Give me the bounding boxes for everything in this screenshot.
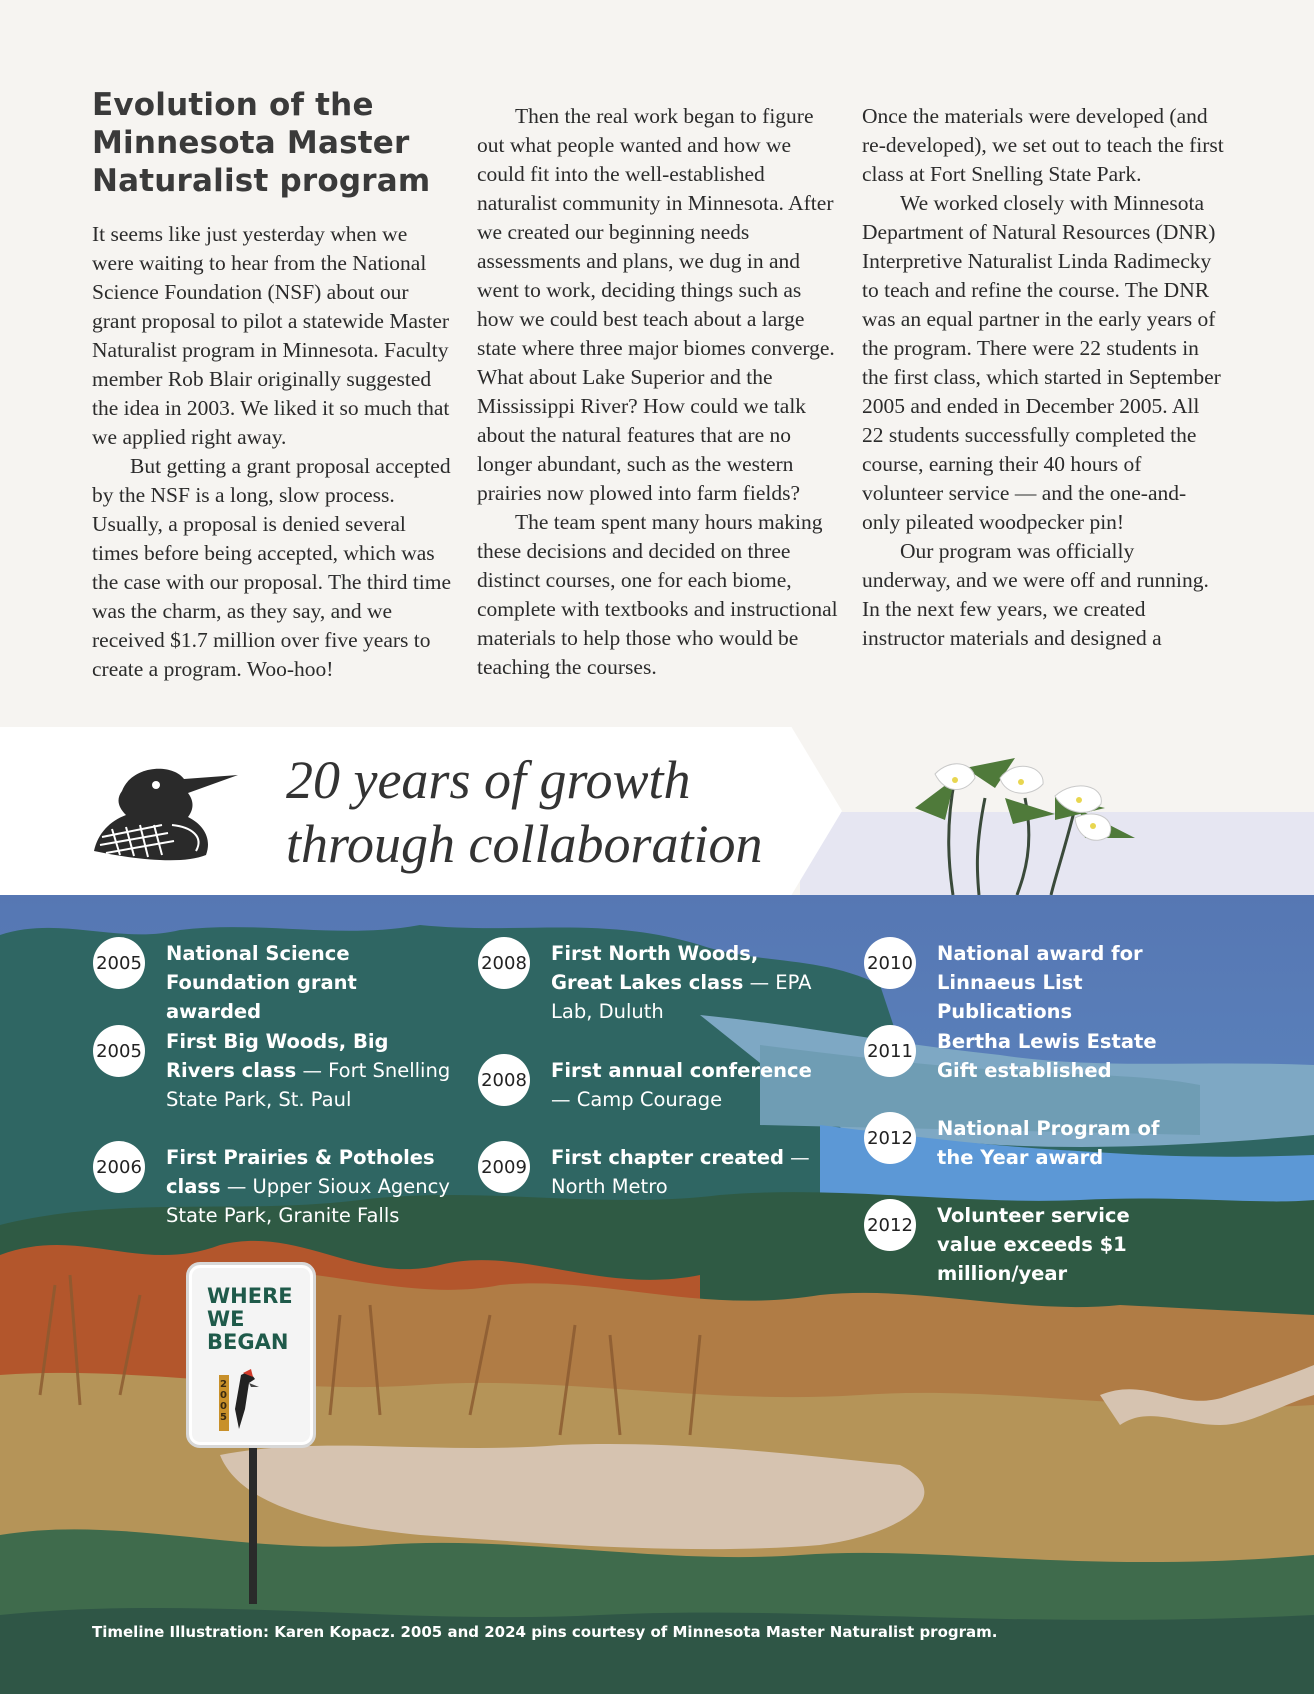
- timeline-item: [864, 1114, 1184, 1172]
- paragraph: Our program was officially underway, and we were off and running. In the next few years, we created instructor materials and designed a: [862, 539, 1209, 650]
- year-badge: 2008: [478, 937, 530, 989]
- timeline-item: [93, 1027, 453, 1114]
- timeline-detail: — EPA Lab, Duluth: [551, 971, 812, 1023]
- illustration-caption: Timeline Illustration: Karen Kopacz. 2005 and 2024 pins courtesy of Minnesota Master Naturalist program.: [92, 1623, 998, 1641]
- paragraph: The team spent many hours making these decisions and decided on three distinct courses, one for each biome, complete with textbooks and instructional materials to help those who would be teaching the courses.: [477, 510, 838, 679]
- timeline-text: [551, 1056, 818, 1114]
- article-column-1: [92, 82, 454, 684]
- woodpecker-pin-icon: [215, 1369, 275, 1435]
- timeline-bold: Bertha Lewis Estate Gift established: [937, 1030, 1157, 1082]
- timeline-bold: First North Woods, Great Lakes class: [551, 942, 759, 994]
- article-column-3: [862, 102, 1224, 653]
- paragraph: We worked closely with Minnesota Department of Natural Resources (DNR) Interpretive Naturalist Linda Radimecky to teach and refine the course. The DNR was an equal partner in the early years of the program. There were 22 students in the first class, which started in September 2005 and ended in December 2005. All 22 students successfully completed the course, earning their 40 hours of volunteer service — and the one-and-only pileated woodpecker pin!: [862, 191, 1221, 534]
- sign-line: BEGAN: [207, 1330, 289, 1354]
- timeline-text: [551, 1143, 818, 1201]
- timeline-detail: — Upper Sioux Agency State Park, Granite Falls: [166, 1175, 450, 1227]
- timeline-bold: First Prairies & Potholes class: [166, 1146, 435, 1198]
- paragraph: It seems like just yesterday when we were waiting to hear from the National Science Foundation (NSF) about our grant proposal to pilot a statewide Master Naturalist program in Minnesota. Faculty member Rob Blair originally suggested the idea in 2003. We liked it so much that we applied right away.: [92, 222, 450, 449]
- timeline-item: [93, 1143, 453, 1230]
- timeline-bold: First Big Woods, Big Rivers class: [166, 1030, 389, 1082]
- article-title: Evolution of the Minnesota Master Naturalist program: [92, 87, 431, 199]
- timeline-detail: — Fort Snelling State Park, St. Paul: [166, 1059, 451, 1111]
- sign-line: WE: [207, 1307, 245, 1331]
- year-badge: 2012: [864, 1112, 916, 1164]
- loon-icon: [92, 755, 240, 870]
- timeline-item: [864, 1201, 1184, 1288]
- timeline-item: [478, 939, 818, 1026]
- year-badge: 2009: [478, 1141, 530, 1193]
- banner-title-line: 20 years of growth: [286, 750, 691, 810]
- year-badge: 2008: [478, 1054, 530, 1106]
- trillium-illustration: [905, 738, 1145, 900]
- where-we-began-sign: [186, 1262, 316, 1448]
- article: [92, 82, 1222, 682]
- timeline-item: [93, 939, 453, 1026]
- timeline-text: [166, 939, 453, 1026]
- timeline-bold: National Science Foundation grant awarded: [166, 942, 357, 1023]
- timeline-bold: Volunteer service value exceeds $1 million/year: [937, 1204, 1130, 1285]
- timeline-text: [551, 939, 818, 1026]
- timeline-item: [478, 1143, 818, 1201]
- year-badge: 2011: [864, 1025, 916, 1077]
- timeline-bold: National Program of the Year award: [937, 1117, 1160, 1169]
- timeline-detail: — North Metro: [551, 1146, 810, 1198]
- year-badge: 2005: [93, 937, 145, 989]
- paragraph: Once the materials were developed (and re-developed), we set out to teach the first class at Fort Snelling State Park.: [862, 104, 1224, 186]
- paragraph: Then the real work began to figure out what people wanted and how we could fit into the well-established naturalist community in Minnesota. After we created our beginning needs assessments and plans, we dug in and went to work, deciding things such as how we could best teach about a large state where three major biomes converge. What about Lake Superior and the Mississippi River? How could we talk about the natural features that are no longer abundant, such as the western prairies now plowed into farm fields?: [477, 104, 835, 505]
- timeline-bold: National award for Linnaeus List Publications: [937, 942, 1143, 1023]
- timeline-bold: First annual conference: [551, 1059, 812, 1082]
- year-badge: 2006: [93, 1141, 145, 1193]
- sign-post: [249, 1444, 257, 1604]
- timeline-text: [937, 1201, 1184, 1288]
- timeline-text: [166, 1143, 453, 1230]
- timeline-detail: — Camp Courage: [551, 1088, 723, 1111]
- banner-title-line: through collaboration: [286, 814, 763, 874]
- sign-line: WHERE: [207, 1284, 293, 1308]
- year-badge: 2010: [864, 937, 916, 989]
- year-badge: 2005: [93, 1025, 145, 1077]
- year-badge: 2012: [864, 1199, 916, 1251]
- timeline-bold: First chapter created: [551, 1146, 784, 1169]
- timeline-item: [864, 1027, 1184, 1085]
- timeline-text: [937, 939, 1184, 1026]
- paragraph: But getting a grant proposal accepted by the NSF is a long, slow process. Usually, a proposal is denied several times before being accepted, which was the case with our proposal. The third time was the charm, as they say, and we received $1.7 million over five years to create a program. Woo-hoo!: [92, 454, 452, 681]
- timeline-text: [937, 1114, 1184, 1172]
- timeline-item: [478, 1056, 818, 1114]
- timeline-text: [937, 1027, 1184, 1085]
- article-column-2: [477, 102, 839, 682]
- timeline-item: [864, 939, 1184, 1026]
- pin-year: 2005: [220, 1379, 227, 1423]
- banner-title: [286, 748, 763, 876]
- sign-text: [207, 1285, 293, 1354]
- timeline-text: [166, 1027, 453, 1114]
